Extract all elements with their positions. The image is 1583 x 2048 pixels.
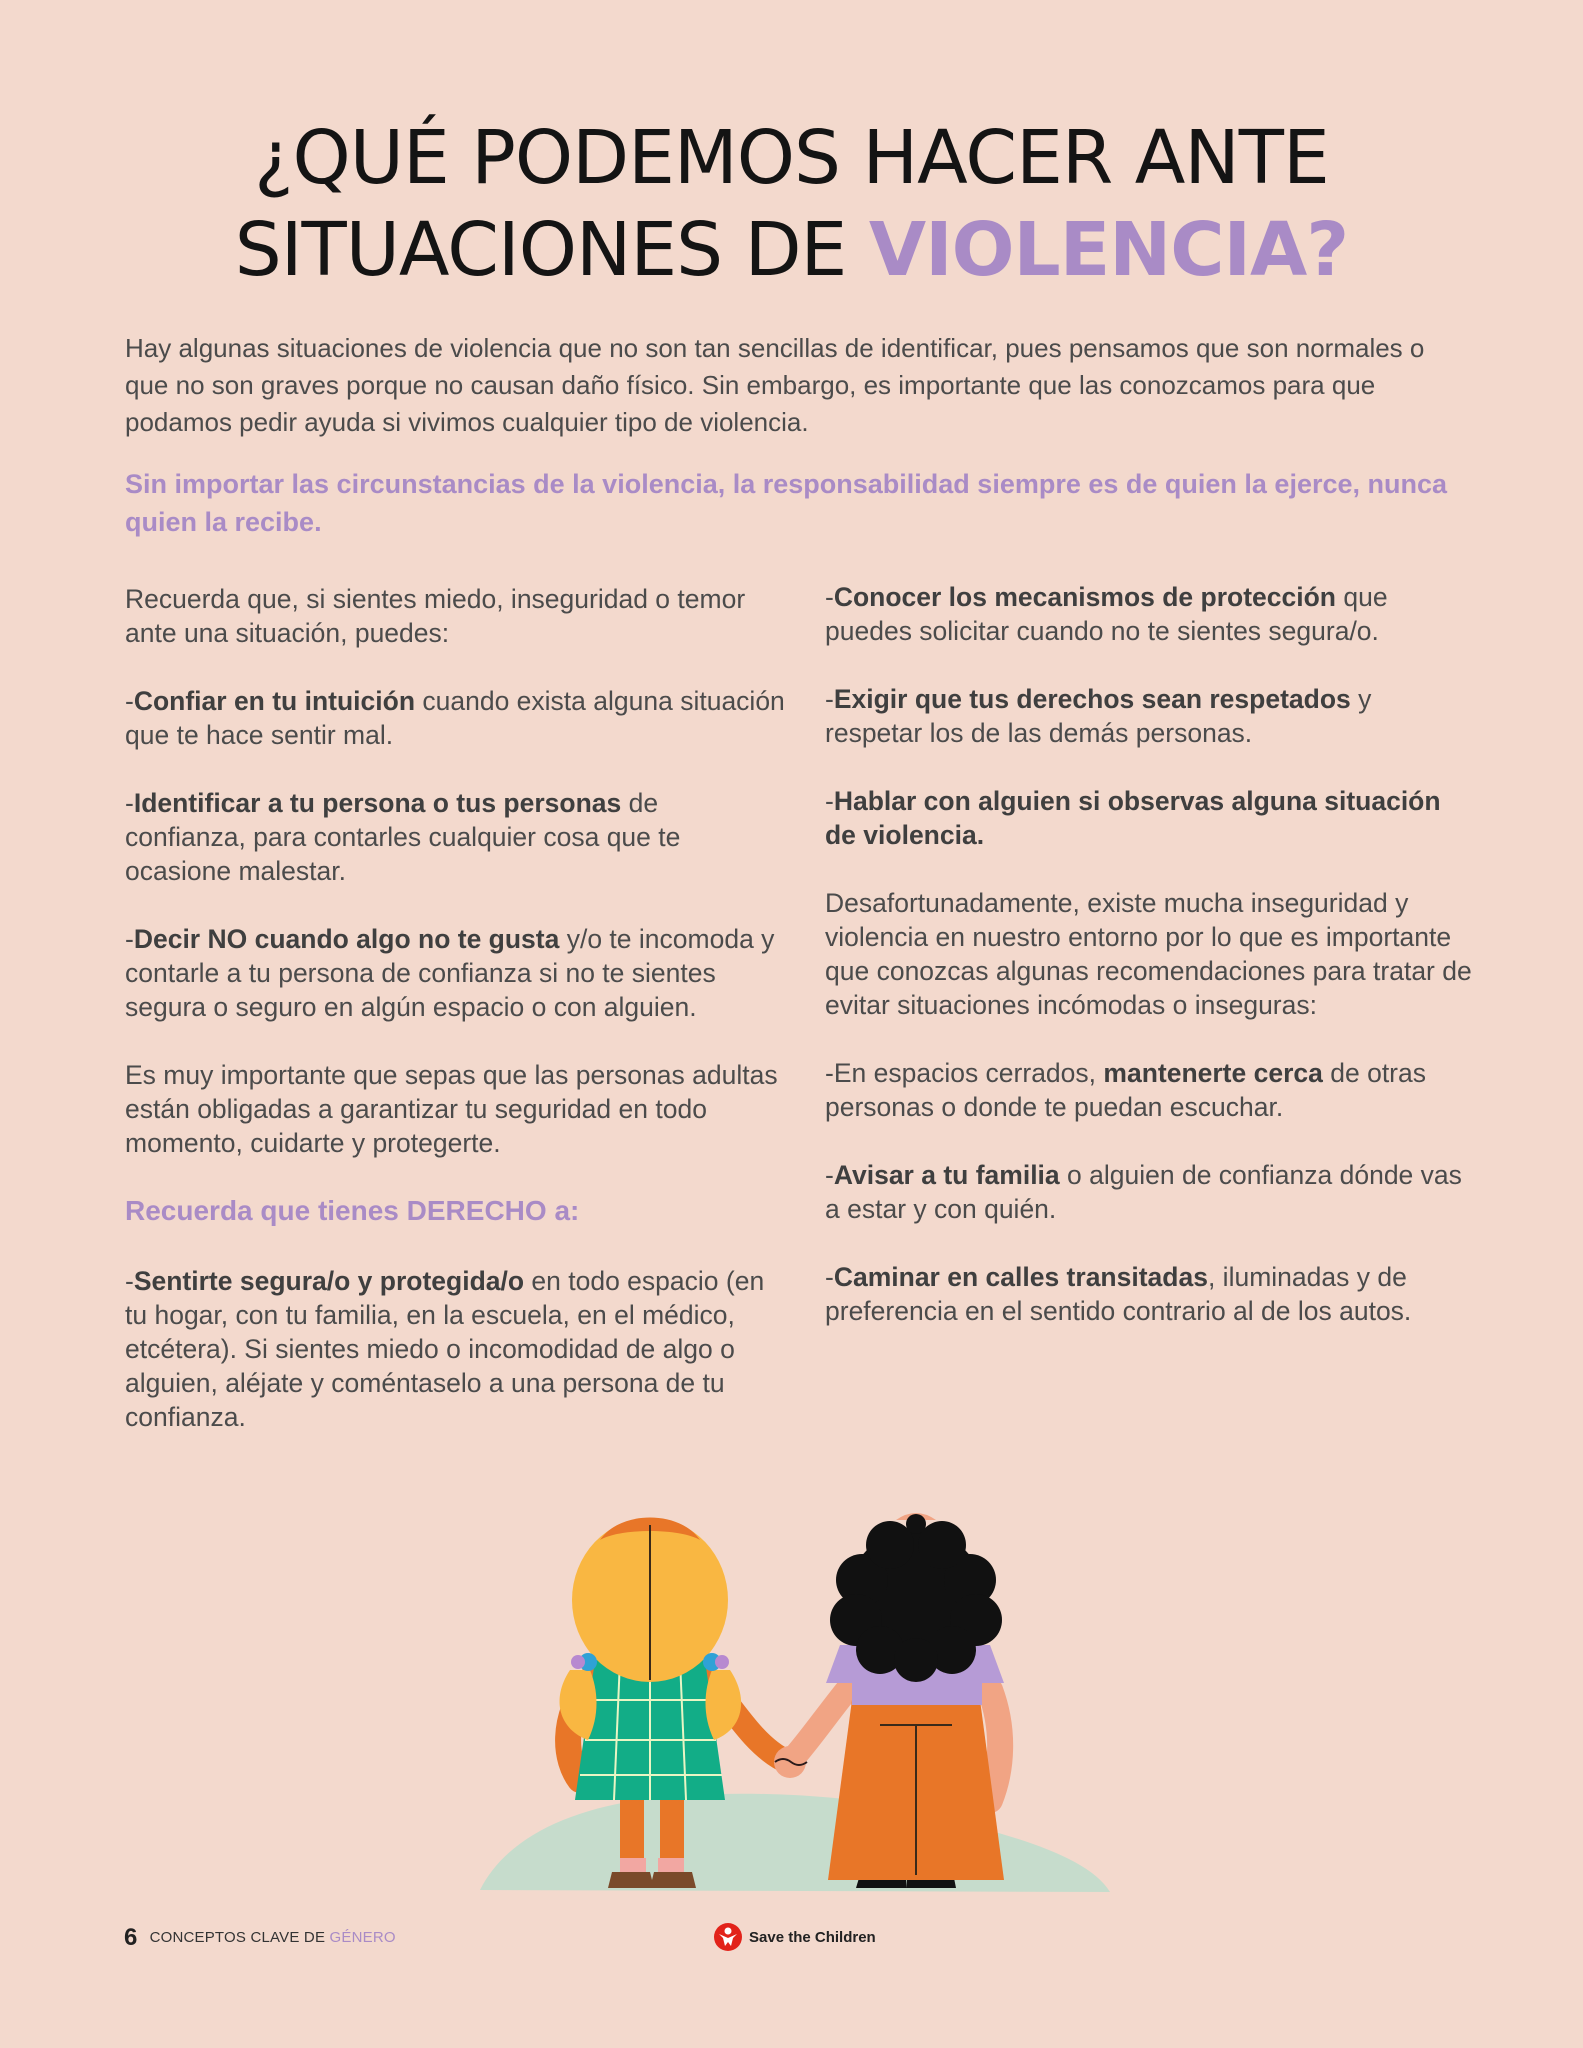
item-prefix: - xyxy=(825,1262,834,1292)
right-column xyxy=(825,580,1475,1362)
left-note: Es muy importante que sepas que las personas adultas están obligadas a garantizar tu seguridad en todo momento, cuidarte y protegerte. xyxy=(125,1060,778,1158)
item-bold: Caminar en calles transitadas xyxy=(833,1262,1208,1292)
save-the-children-logo xyxy=(713,1922,876,1952)
list-item xyxy=(825,1158,1475,1226)
title-line-2-prefix: SITUACIONES DE xyxy=(234,207,869,293)
item-text: y/o te incomoda y contarle a tu persona de confianza si no te sientes segura o seguro en algún espacio o con alguien. xyxy=(125,924,775,1022)
item-prefix: - xyxy=(825,786,834,816)
logo-text: Save the Children xyxy=(749,1928,876,1946)
title-line-2 xyxy=(0,204,1583,296)
list-item xyxy=(825,682,1475,750)
item-bold: Avisar a tu familia xyxy=(833,1160,1060,1190)
item-bold: Sentirte segura/o y protegida/o xyxy=(133,1266,525,1296)
item-text: de confianza, para contarles cualquier cosa que te ocasione malestar. xyxy=(125,788,681,886)
list-item xyxy=(125,684,785,752)
footer-publication xyxy=(124,1924,396,1952)
item-prefix: - xyxy=(125,1266,134,1296)
children-holding-hands-illustration xyxy=(470,1500,1130,1900)
item-prefix: -En espacios cerrados, xyxy=(825,1058,1104,1088)
publication-accent: GÉNERO xyxy=(329,1929,396,1946)
item-bold: Exigir que tus derechos sean respetados xyxy=(833,684,1351,714)
save-the-children-icon xyxy=(713,1922,743,1952)
list-item xyxy=(825,580,1475,648)
item-bold: Conocer los mecanismos de protección xyxy=(833,582,1336,612)
item-text: cuando exista alguna situación que te hace sentir mal. xyxy=(125,686,785,750)
right-paragraph: Desafortunadamente, existe mucha inseguridad y violencia en nuestro entorno por lo que es importante que conozcas algunas recomendaciones para tratar de evitar situaciones incómodas o inseguras: xyxy=(825,888,1472,1020)
item-prefix: - xyxy=(825,1160,834,1190)
item-text: de otras personas o donde te puedan escuchar. xyxy=(825,1058,1426,1122)
list-item xyxy=(825,1260,1475,1328)
title-line-1: ¿QUÉ PODEMOS HACER ANTE xyxy=(254,115,1329,201)
item-prefix: - xyxy=(825,582,834,612)
left-lead: Recuerda que, si sientes miedo, inseguridad o temor ante una situación, puedes: xyxy=(125,584,746,648)
item-prefix: - xyxy=(125,924,134,954)
list-item xyxy=(825,1056,1475,1124)
title-accent: VIOLENCIA? xyxy=(868,207,1349,293)
rights-subhead: Recuerda que tienes DERECHO a: xyxy=(125,1195,580,1226)
intro-paragraph: Hay algunas situaciones de violencia que no son tan sencillas de identificar, pues pensamos que son normales o que no son graves porque no causan daño físico. Sin embargo, es importante que las conozcamos para que podamos pedir ayuda si vivimos cualquier tipo de violencia. xyxy=(125,333,1425,437)
left-column xyxy=(125,582,785,1468)
item-bold: Confiar en tu intuición xyxy=(133,686,416,716)
item-bold: Decir NO cuando algo no te gusta xyxy=(133,924,560,954)
list-item xyxy=(125,1264,785,1434)
item-bold: Hablar con alguien si observas alguna situación de violencia. xyxy=(825,786,1441,850)
item-prefix: - xyxy=(125,686,134,716)
highlight-statement: Sin importar las circunstancias de la violencia, la responsabilidad siempre es de quien la ejerce, nunca quien la recibe. xyxy=(125,469,1448,537)
list-item xyxy=(125,922,785,1024)
item-text: que puedes solicitar cuando no te sientes segura/o. xyxy=(825,582,1388,646)
page-number: 6 xyxy=(124,1924,138,1951)
item-text: o alguien de confianza dónde vas a estar y con quién. xyxy=(825,1160,1462,1224)
list-item xyxy=(125,786,785,888)
publication-prefix: CONCEPTOS CLAVE DE xyxy=(149,1929,330,1946)
item-text: y respetar los de las demás personas. xyxy=(825,684,1372,748)
list-item xyxy=(825,784,1475,852)
item-bold: Identificar a tu persona o tus personas xyxy=(133,788,622,818)
item-text: en todo espacio (en tu hogar, con tu familia, en la escuela, en el médico, etcétera). Si sientes miedo o incomodidad de algo o alguien, aléjate y coméntaselo a una persona de tu confianza. xyxy=(125,1266,765,1432)
item-prefix: - xyxy=(125,788,134,818)
item-prefix: - xyxy=(825,684,834,714)
item-bold: mantenerte cerca xyxy=(1103,1058,1323,1088)
page-title xyxy=(0,112,1583,296)
item-text: , iluminadas y de preferencia en el sentido contrario al de los autos. xyxy=(825,1262,1412,1326)
